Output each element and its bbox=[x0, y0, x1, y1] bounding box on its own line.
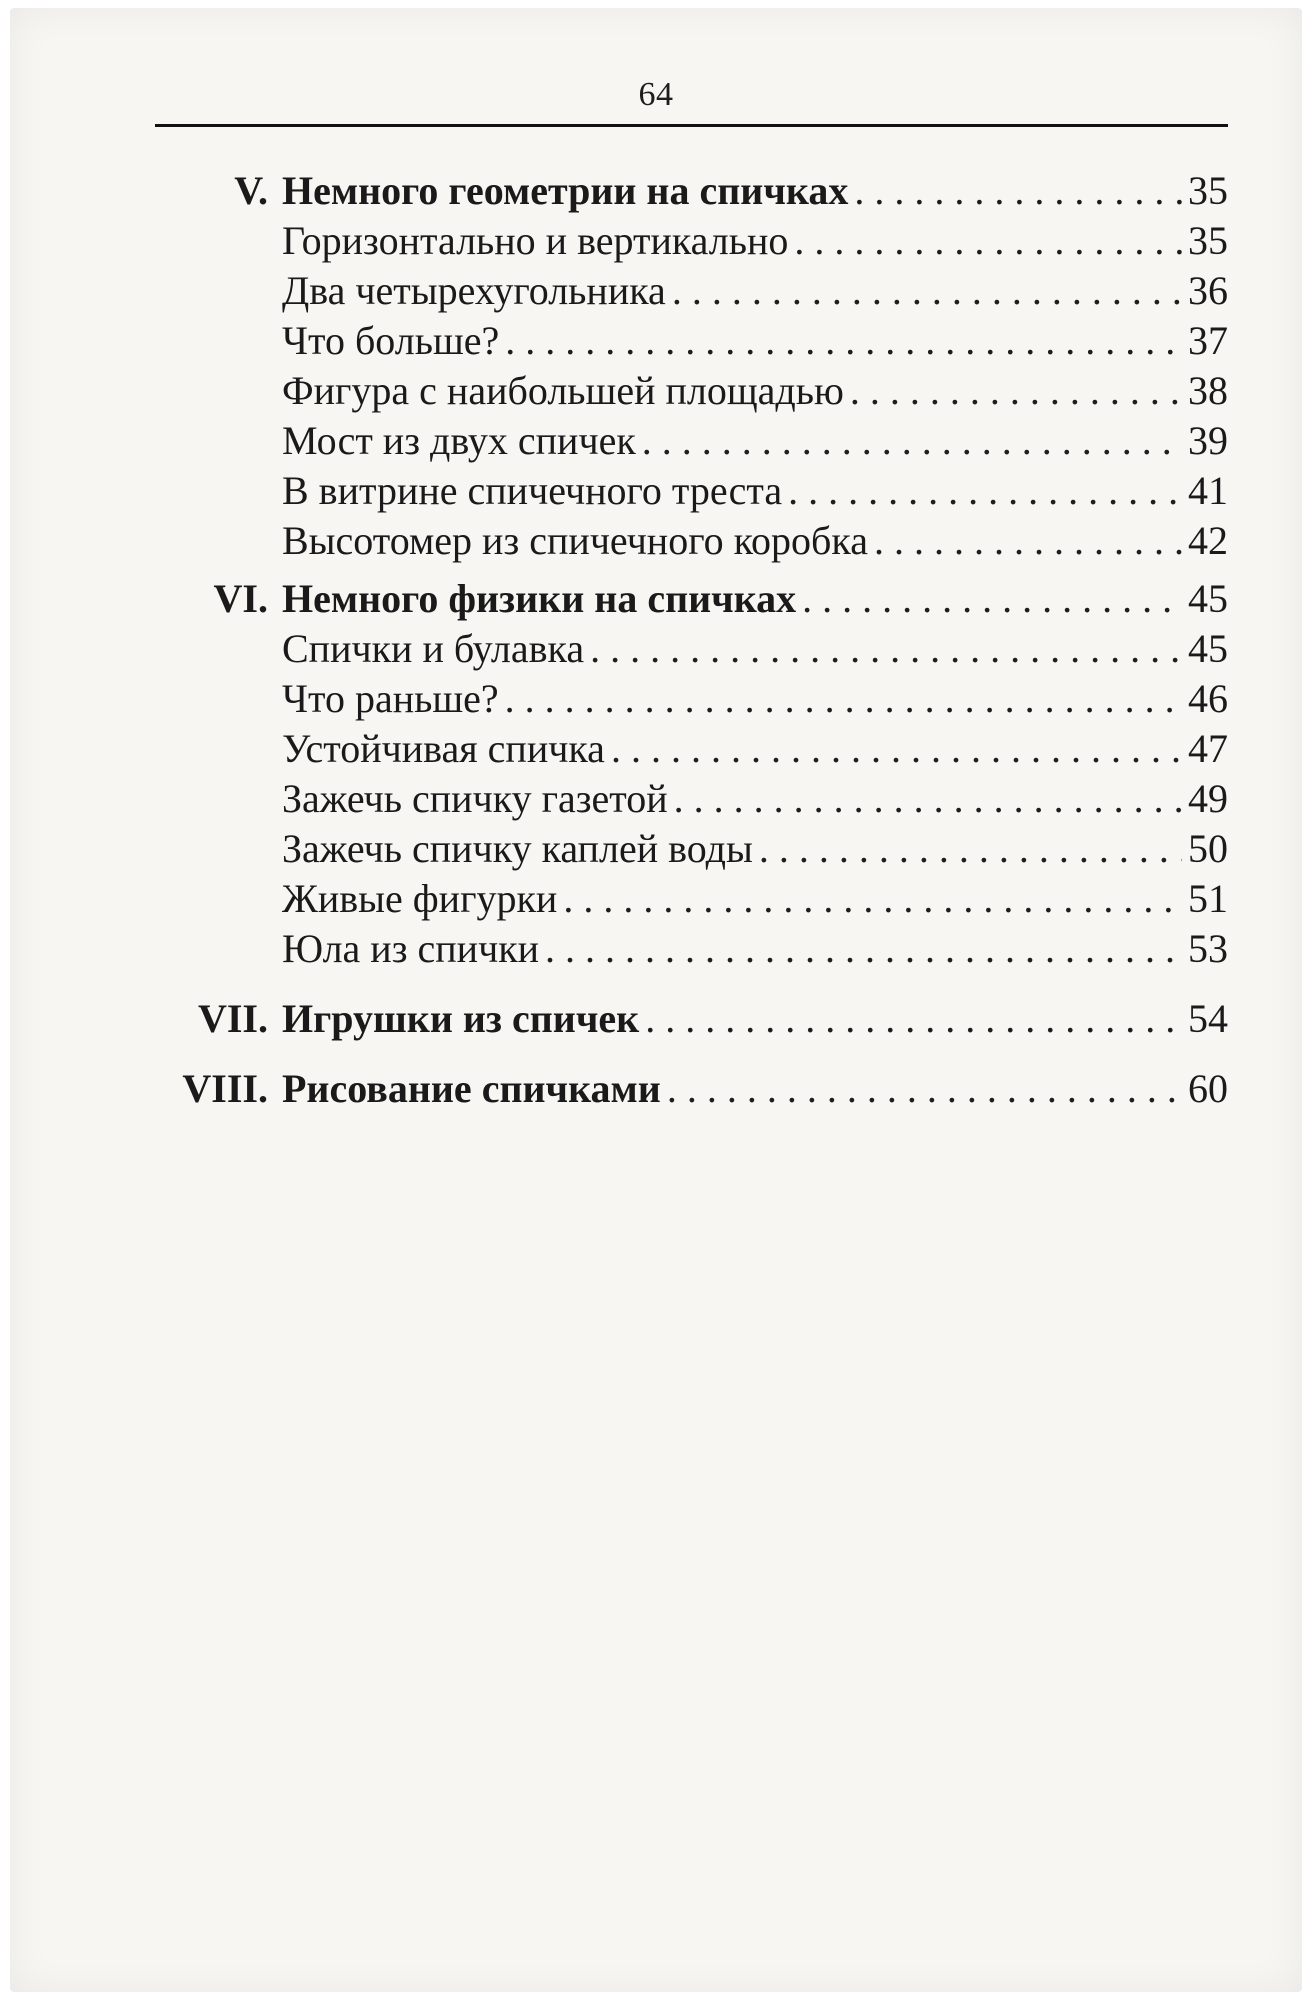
toc-chapter-entry bbox=[160, 574, 1228, 624]
toc-page-number: 42 bbox=[1188, 518, 1228, 563]
toc-leader-dots bbox=[674, 774, 1182, 824]
toc-chapter-number: V. bbox=[234, 168, 268, 213]
toc-section-entry bbox=[160, 874, 1228, 924]
toc-page-number: 37 bbox=[1188, 318, 1228, 363]
toc-title: Зажечь спичку газетой bbox=[282, 776, 668, 821]
toc-title: Игрушки из спичек bbox=[282, 996, 640, 1041]
toc-title: Юла из спички bbox=[282, 926, 540, 971]
toc-section-entry bbox=[160, 824, 1228, 874]
toc-title: Зажечь спичку каплей воды bbox=[282, 826, 753, 871]
toc-title: Фигура с наибольшей площадью bbox=[282, 368, 844, 413]
toc-leader-dots bbox=[611, 724, 1182, 774]
toc-leader-dots bbox=[794, 216, 1182, 266]
toc-page-number: 50 bbox=[1188, 826, 1228, 871]
toc-spacer bbox=[160, 566, 1228, 574]
toc-leader-dots bbox=[505, 316, 1182, 366]
toc-page-number: 47 bbox=[1188, 726, 1228, 771]
toc-title: Высотомер из спичечного коробка bbox=[282, 518, 868, 563]
toc-section-entry bbox=[160, 216, 1228, 266]
toc-leader-dots bbox=[590, 624, 1182, 674]
toc-section-entry bbox=[160, 624, 1228, 674]
toc-title: Немного физики на спичках bbox=[282, 576, 797, 621]
toc-page-number: 35 bbox=[1188, 168, 1228, 213]
toc-leader-dots bbox=[874, 516, 1182, 566]
toc-title: Спички и булавка bbox=[282, 626, 585, 671]
toc-title: Горизонтально и вертикально bbox=[282, 218, 789, 263]
toc-section-entry bbox=[160, 724, 1228, 774]
toc-section-entry bbox=[160, 466, 1228, 516]
toc-leader-dots bbox=[563, 874, 1182, 924]
toc-page-number: 45 bbox=[1188, 626, 1228, 671]
toc-page-number: 41 bbox=[1188, 468, 1228, 513]
toc-section-entry bbox=[160, 516, 1228, 566]
toc-chapter-entry bbox=[160, 994, 1228, 1044]
toc-spacer bbox=[160, 1044, 1228, 1064]
toc-section-entry bbox=[160, 316, 1228, 366]
toc-title: Рисование спичками bbox=[282, 1066, 661, 1111]
table-of-contents bbox=[160, 166, 1228, 1114]
toc-leader-dots bbox=[672, 266, 1182, 316]
toc-page-number: 36 bbox=[1188, 268, 1228, 313]
toc-title: В витрине спичечного треста bbox=[282, 468, 783, 513]
toc-title: Немного геометрии на спичках bbox=[282, 168, 849, 213]
toc-page-number: 53 bbox=[1188, 926, 1228, 971]
toc-title: Устойчивая спичка bbox=[282, 726, 605, 771]
toc-section-entry bbox=[160, 774, 1228, 824]
toc-spacer bbox=[160, 974, 1228, 994]
toc-page-number: 46 bbox=[1188, 676, 1228, 721]
toc-title: Живые фигурки bbox=[282, 876, 558, 921]
toc-chapter-entry bbox=[160, 166, 1228, 216]
toc-title: Два четырехугольника bbox=[282, 268, 666, 313]
toc-page-number: 51 bbox=[1188, 876, 1228, 921]
toc-leader-dots bbox=[802, 574, 1182, 624]
toc-leader-dots bbox=[645, 994, 1182, 1044]
toc-section-entry bbox=[160, 366, 1228, 416]
toc-leader-dots bbox=[759, 824, 1182, 874]
toc-section-entry bbox=[160, 416, 1228, 466]
toc-section-entry bbox=[160, 674, 1228, 724]
toc-leader-dots bbox=[505, 674, 1182, 724]
toc-leader-dots bbox=[642, 416, 1182, 466]
toc-page-number: 54 bbox=[1188, 996, 1228, 1041]
toc-title: Что раньше? bbox=[282, 676, 499, 721]
toc-leader-dots bbox=[545, 924, 1182, 974]
header-rule bbox=[155, 124, 1228, 127]
page-number: 64 bbox=[638, 76, 674, 113]
toc-page-number: 49 bbox=[1188, 776, 1228, 821]
toc-leader-dots bbox=[788, 466, 1182, 516]
toc-page-number: 35 bbox=[1188, 218, 1228, 263]
toc-section-entry bbox=[160, 924, 1228, 974]
toc-leader-dots bbox=[854, 166, 1182, 216]
toc-chapter-number: VIII. bbox=[182, 1066, 268, 1111]
toc-page-number: 60 bbox=[1188, 1066, 1228, 1111]
toc-title: Мост из двух спичек bbox=[282, 418, 636, 463]
toc-page-number: 45 bbox=[1188, 576, 1228, 621]
toc-chapter-number: VI. bbox=[213, 576, 268, 621]
toc-page-number: 39 bbox=[1188, 418, 1228, 463]
toc-leader-dots bbox=[850, 366, 1182, 416]
book-page bbox=[10, 8, 1302, 1992]
toc-section-entry bbox=[160, 266, 1228, 316]
toc-page-number: 38 bbox=[1188, 368, 1228, 413]
toc-chapter-entry bbox=[160, 1064, 1228, 1114]
toc-chapter-number: VII. bbox=[197, 996, 268, 1041]
toc-leader-dots bbox=[667, 1064, 1182, 1114]
toc-title: Что больше? bbox=[282, 318, 500, 363]
